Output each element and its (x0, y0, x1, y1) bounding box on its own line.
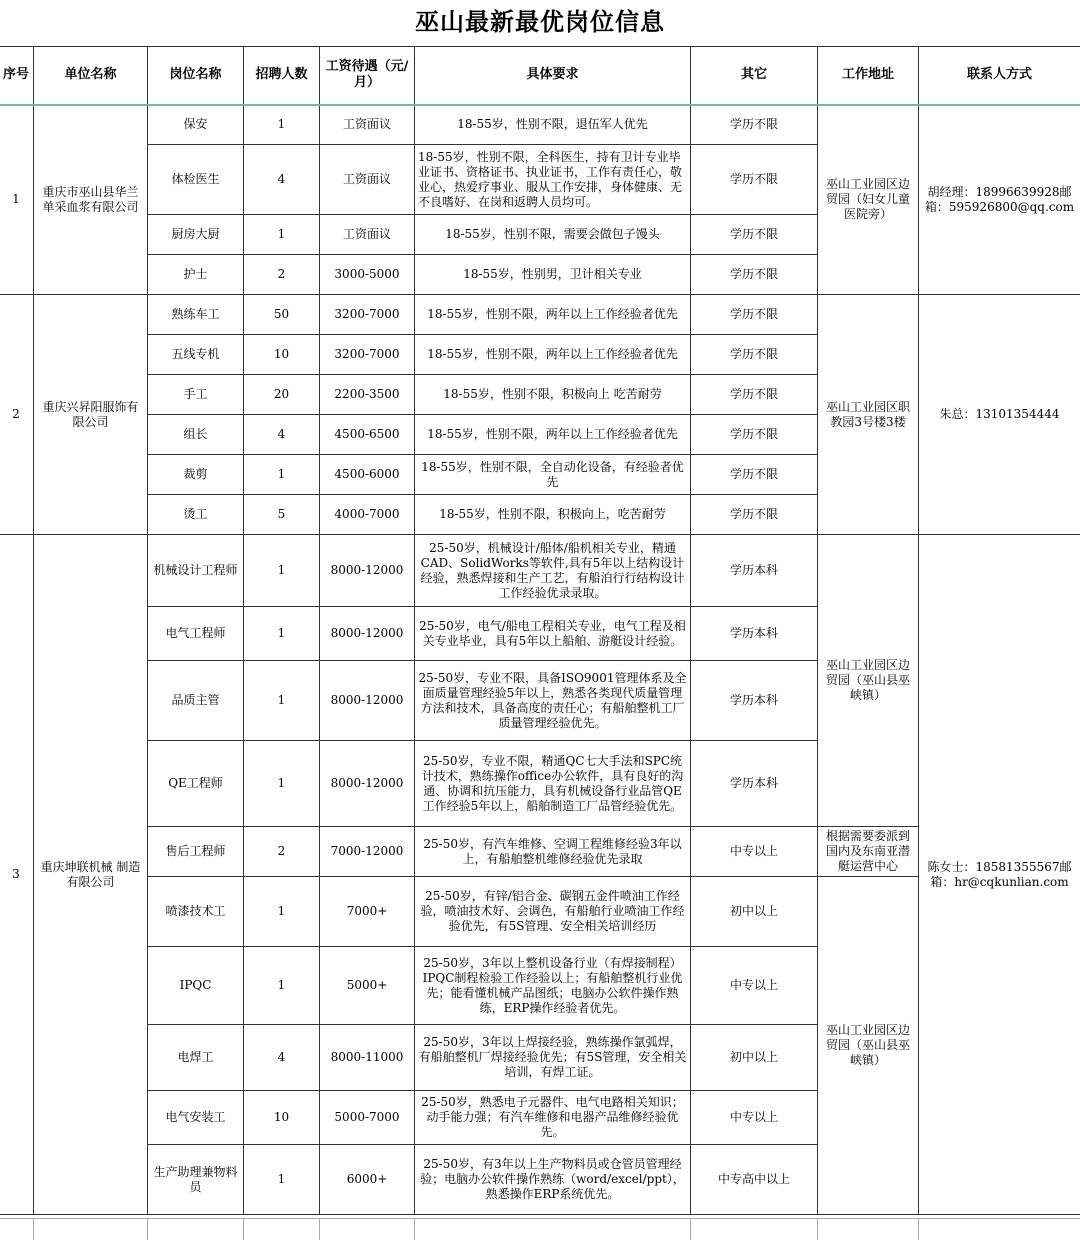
job-count: 1 (244, 535, 320, 607)
job-other: 学历本科 (691, 741, 818, 827)
job-other: 学历本科 (691, 661, 818, 741)
job-other: 中专以上 (691, 827, 818, 877)
header-cell: 单位名称 (34, 47, 148, 105)
table-row (0, 877, 1080, 947)
job-requirements: 25-50岁，电气/船电工程相关专业，电气工程及相关专业毕业，具有5年以上船舶、游艇设计经验。 (415, 607, 691, 661)
job-title: 体检医生 (148, 145, 244, 215)
job-requirements: 18-55岁，性别不限，两年以上工作经验者优先 (415, 335, 691, 375)
job-table (0, 46, 1080, 1215)
header-row (0, 47, 1080, 105)
contact-info: 陈女士：18581355567邮箱：hr@cqkunlian.com (919, 535, 1080, 1215)
job-requirements: 25-50岁，3年以上焊接经验，熟练操作氩弧焊，有船舶整机厂焊接经验优先；有5S管理，安全相关培训，有焊工证。 (415, 1025, 691, 1091)
table-row (0, 535, 1080, 607)
job-salary: 3000-5000 (320, 255, 415, 295)
job-salary: 工资面议 (320, 215, 415, 255)
job-requirements: 18-55岁，性别不限，积极向上，吃苦耐劳 (415, 495, 691, 535)
job-title: 喷漆技术工 (148, 877, 244, 947)
job-title: 裁剪 (148, 455, 244, 495)
row-number: 3 (0, 535, 34, 1215)
contact-info: 胡经理：18996639928邮箱：595926800@qq.com (919, 105, 1080, 295)
work-address: 巫山工业园区职教园3号楼3楼 (818, 295, 919, 535)
job-title: 电焊工 (148, 1025, 244, 1091)
job-salary: 8000-12000 (320, 661, 415, 741)
row-number: 2 (0, 295, 34, 535)
job-salary: 5000-7000 (320, 1091, 415, 1145)
header-cell: 工作地址 (818, 47, 919, 105)
job-salary: 7000+ (320, 877, 415, 947)
job-salary: 6000+ (320, 1145, 415, 1215)
job-salary: 8000-12000 (320, 607, 415, 661)
job-count: 4 (244, 1025, 320, 1091)
company-name: 重庆市巫山县华兰单采血浆有限公司 (34, 105, 148, 295)
job-title: 机械设计工程师 (148, 535, 244, 607)
job-count: 2 (244, 827, 320, 877)
header-cell: 其它 (691, 47, 818, 105)
table-row (0, 295, 1080, 335)
job-salary: 3200-7000 (320, 295, 415, 335)
job-other: 中专以上 (691, 947, 818, 1025)
job-title: 电气安装工 (148, 1091, 244, 1145)
job-other: 学历不限 (691, 295, 818, 335)
job-other: 中专以上 (691, 1091, 818, 1145)
job-count: 2 (244, 255, 320, 295)
job-salary: 3200-7000 (320, 335, 415, 375)
header-cell: 具体要求 (415, 47, 691, 105)
job-count: 4 (244, 145, 320, 215)
job-salary: 2200-3500 (320, 375, 415, 415)
job-salary: 5000+ (320, 947, 415, 1025)
job-other: 学历不限 (691, 415, 818, 455)
job-requirements: 18-55岁，性别不限，需要会做包子馒头 (415, 215, 691, 255)
job-other: 学历不限 (691, 495, 818, 535)
header-cell: 岗位名称 (148, 47, 244, 105)
job-requirements: 25-50岁，有3年以上生产物料员或仓管员管理经验；电脑办公软件操作熟练（word/excel/ppt），熟悉操作ERP系统优先。 (415, 1145, 691, 1215)
job-requirements: 25-50岁，专业不限，精通QC七大手法和SPC统计技术，熟练操作office办公软件，具有良好的沟通、协调和抗压能力，具有机械设备行业品管QE工作经验5年以上，船舶制造工厂品管经验优先。 (415, 741, 691, 827)
company-name: 重庆兴昇阳服饰有限公司 (34, 295, 148, 535)
job-requirements: 18-55岁，性别不限，全科医生，持有卫计专业毕业证书、资格证书、执业证书，工作有责任心，敬业心，热爱疗事业、服从工作安排，身体健康、无不良嗜好、在岗和返聘人员均可。 (415, 145, 691, 215)
job-count: 1 (244, 607, 320, 661)
header-cell: 招聘人数 (244, 47, 320, 105)
job-title: 五线专机 (148, 335, 244, 375)
job-salary: 4500-6500 (320, 415, 415, 455)
job-salary: 7000-12000 (320, 827, 415, 877)
job-title: 售后工程师 (148, 827, 244, 877)
job-salary: 8000-11000 (320, 1025, 415, 1091)
job-title: 品质主管 (148, 661, 244, 741)
job-other: 学历本科 (691, 535, 818, 607)
job-title: 保安 (148, 105, 244, 145)
job-requirements: 18-55岁，性别不限，退伍军人优先 (415, 105, 691, 145)
job-title: 熟练车工 (148, 295, 244, 335)
job-other: 中专高中以上 (691, 1145, 818, 1215)
table-row (0, 827, 1080, 877)
job-count: 20 (244, 375, 320, 415)
job-requirements: 25-50岁，有汽车维修、空调工程维修经验3年以上，有船舶整机维修经验优先录取 (415, 827, 691, 877)
job-count: 4 (244, 415, 320, 455)
job-count: 1 (244, 1145, 320, 1215)
job-count: 1 (244, 105, 320, 145)
job-count: 1 (244, 947, 320, 1025)
job-title: QE工程师 (148, 741, 244, 827)
row-number: 1 (0, 105, 34, 295)
job-count: 50 (244, 295, 320, 335)
job-count: 1 (244, 215, 320, 255)
job-other: 学历不限 (691, 455, 818, 495)
job-requirements: 25-50岁，熟悉电子元器件、电气电路相关知识；动手能力强；有汽车维修和电器产品维修经验优先。 (415, 1091, 691, 1145)
job-other: 学历不限 (691, 145, 818, 215)
work-address: 根据需要委派到国内及东南亚潜艇运营中心 (818, 827, 919, 877)
job-requirements: 18-55岁，性别不限，两年以上工作经验者优先 (415, 295, 691, 335)
job-title: 组长 (148, 415, 244, 455)
job-other: 初中以上 (691, 1025, 818, 1091)
table-continuation (0, 1218, 1080, 1240)
job-count: 10 (244, 1091, 320, 1145)
job-requirements: 18-55岁，性别不限，两年以上工作经验者优先 (415, 415, 691, 455)
header-cell: 工资待遇（元/月） (320, 47, 415, 105)
job-other: 学历不限 (691, 105, 818, 145)
job-requirements: 18-55岁，性别不限，积极向上 吃苦耐劳 (415, 375, 691, 415)
job-title: 手工 (148, 375, 244, 415)
job-title: 护士 (148, 255, 244, 295)
job-other: 学历不限 (691, 335, 818, 375)
job-title: 电气工程师 (148, 607, 244, 661)
job-other: 初中以上 (691, 877, 818, 947)
header-cell: 序号 (0, 47, 34, 105)
job-count: 5 (244, 495, 320, 535)
job-title: IPQC (148, 947, 244, 1025)
job-other: 学历不限 (691, 375, 818, 415)
job-requirements: 25-50岁，机械设计/船体/船机相关专业，精通CAD、SolidWorks等软件,具有5年以上结构设计经验，熟悉焊接和生产工艺，有船泊行行结构设计工作经验优录录取。 (415, 535, 691, 607)
job-salary: 4000-7000 (320, 495, 415, 535)
table-row (0, 105, 1080, 145)
job-count: 1 (244, 741, 320, 827)
job-salary: 8000-12000 (320, 741, 415, 827)
work-address: 巫山工业园区边贸园（妇女儿童医院旁） (818, 105, 919, 295)
job-salary: 工资面议 (320, 145, 415, 215)
job-salary: 8000-12000 (320, 535, 415, 607)
contact-info: 朱总：13101354444 (919, 295, 1080, 535)
job-other: 学历不限 (691, 215, 818, 255)
job-requirements: 25-50岁，有锌/铝合金、碳钢五金件喷油工作经验，喷油技术好、会调色，有船舶行业喷油工作经验优先，有5S管理、安全相关培训经历 (415, 877, 691, 947)
job-requirements: 25-50岁，专业不限，具备ISO9001管理体系及全面质量管理经验5年以上，熟悉各类现代质量管理方法和技术，具备高度的责任心；有船舶整机工厂质量管理经验优先。 (415, 661, 691, 741)
job-count: 1 (244, 455, 320, 495)
job-requirements: 18-55岁，性别不限，全自动化设备，有经验者优先 (415, 455, 691, 495)
work-address: 巫山工业园区边贸园（巫山县巫峡镇） (818, 535, 919, 827)
work-address: 巫山工业园区边贸园（巫山县巫峡镇） (818, 877, 919, 1215)
job-salary: 4500-6000 (320, 455, 415, 495)
company-name: 重庆坤联机械 制造有限公司 (34, 535, 148, 1215)
header-cell: 联系人方式 (919, 47, 1080, 105)
job-title: 厨房大厨 (148, 215, 244, 255)
page-title: 巫山最新最优岗位信息 (0, 0, 1080, 44)
job-title: 生产助理兼物料员 (148, 1145, 244, 1215)
job-requirements: 25-50岁，3年以上整机设备行业（有焊接制程）IPQC制程检验工作经验以上；有船舶整机行业优先；能看懂机械产品图纸；电脑办公软件操作熟练，ERP操作经验者优先。 (415, 947, 691, 1025)
job-other: 学历不限 (691, 255, 818, 295)
job-salary: 工资面议 (320, 105, 415, 145)
job-title: 烫工 (148, 495, 244, 535)
job-requirements: 18-55岁，性别男，卫计相关专业 (415, 255, 691, 295)
job-count: 1 (244, 661, 320, 741)
job-count: 10 (244, 335, 320, 375)
job-count: 1 (244, 877, 320, 947)
job-other: 学历本科 (691, 607, 818, 661)
